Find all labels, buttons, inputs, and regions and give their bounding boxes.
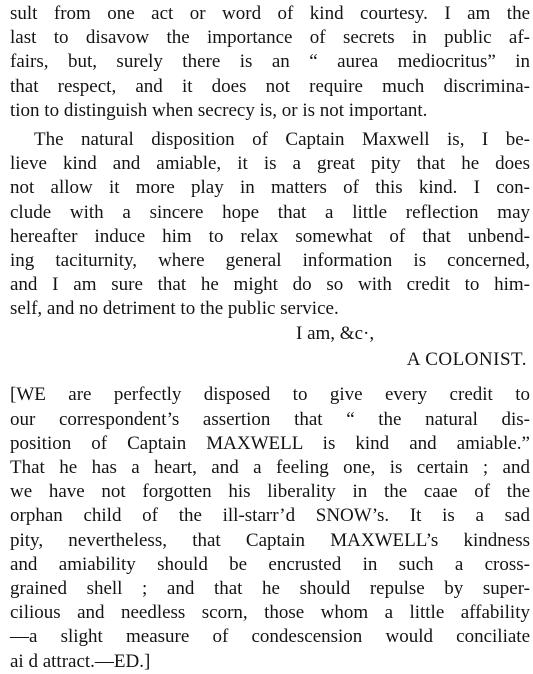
text-line: lieve kind and amiable, it is a great pity that he does bbox=[10, 153, 530, 175]
text-line: that respect, and it does not require much discrimina- bbox=[10, 75, 530, 97]
text-line: grained shell ; and that he should repulse by super- bbox=[10, 577, 530, 599]
letter-signature: A COLONIST. bbox=[406, 349, 527, 371]
text-line: ai d attract.—ED.] bbox=[10, 650, 151, 672]
text-line: last to disavow the importance of secrets in public af- bbox=[10, 27, 530, 49]
letter-closing: I am, &c·, bbox=[296, 323, 375, 345]
text-line: tion to distinguish when secrecy is, or is not important. bbox=[10, 99, 428, 121]
text-line: our correspondent’s assertion that “ the natural dis- bbox=[10, 408, 530, 430]
text-line: That he has a heart, and a feeling one, is certain ; and bbox=[10, 457, 530, 478]
text-line: orphan child of the ill-starr’d SNOW’s. It is a sad bbox=[10, 505, 530, 527]
text-line: clude with a sincere hope that a little reflection may bbox=[10, 201, 530, 223]
text-line: self, and no detriment to the public service. bbox=[10, 298, 339, 320]
text-line: position of Captain MAXWELL is kind and amiable.” bbox=[10, 432, 530, 454]
text-line: not allow it more play in matters of this kind. I con- bbox=[10, 177, 530, 199]
editor-note bbox=[10, 383, 530, 673]
text-line: sult from one act or word of kind courtesy. I am the bbox=[10, 3, 530, 24]
text-line: [WE are perfectly disposed to give every credit to bbox=[10, 384, 530, 406]
text-line: and I am sure that he might do so with credit to him- bbox=[10, 274, 530, 296]
letter-paragraph-1 bbox=[10, 2, 530, 123]
text-line: ing taciturnity, where general information is concerned, bbox=[10, 249, 530, 271]
letter-paragraph-2 bbox=[10, 128, 530, 322]
text-line: The natural disposition of Captain Maxwell is, I be- bbox=[34, 128, 530, 150]
text-line: we have not forgotten his liberality in the caae of the bbox=[10, 481, 530, 503]
text-line: cilious and needless scorn, those whom a little affability bbox=[10, 602, 530, 624]
text-line: fairs, but, surely there is an “ aurea mediocritus” in bbox=[10, 51, 530, 73]
text-line: hereafter induce him to relax somewhat of that unbend- bbox=[10, 225, 530, 247]
newspaper-column bbox=[10, 2, 530, 674]
text-line: pity, nevertheless, that Captain MAXWELL’s kindness bbox=[10, 529, 530, 551]
text-line: and amiability should be encrusted in such a cross- bbox=[10, 553, 530, 575]
text-line: —a slight measure of condescension would conciliate bbox=[10, 626, 530, 648]
